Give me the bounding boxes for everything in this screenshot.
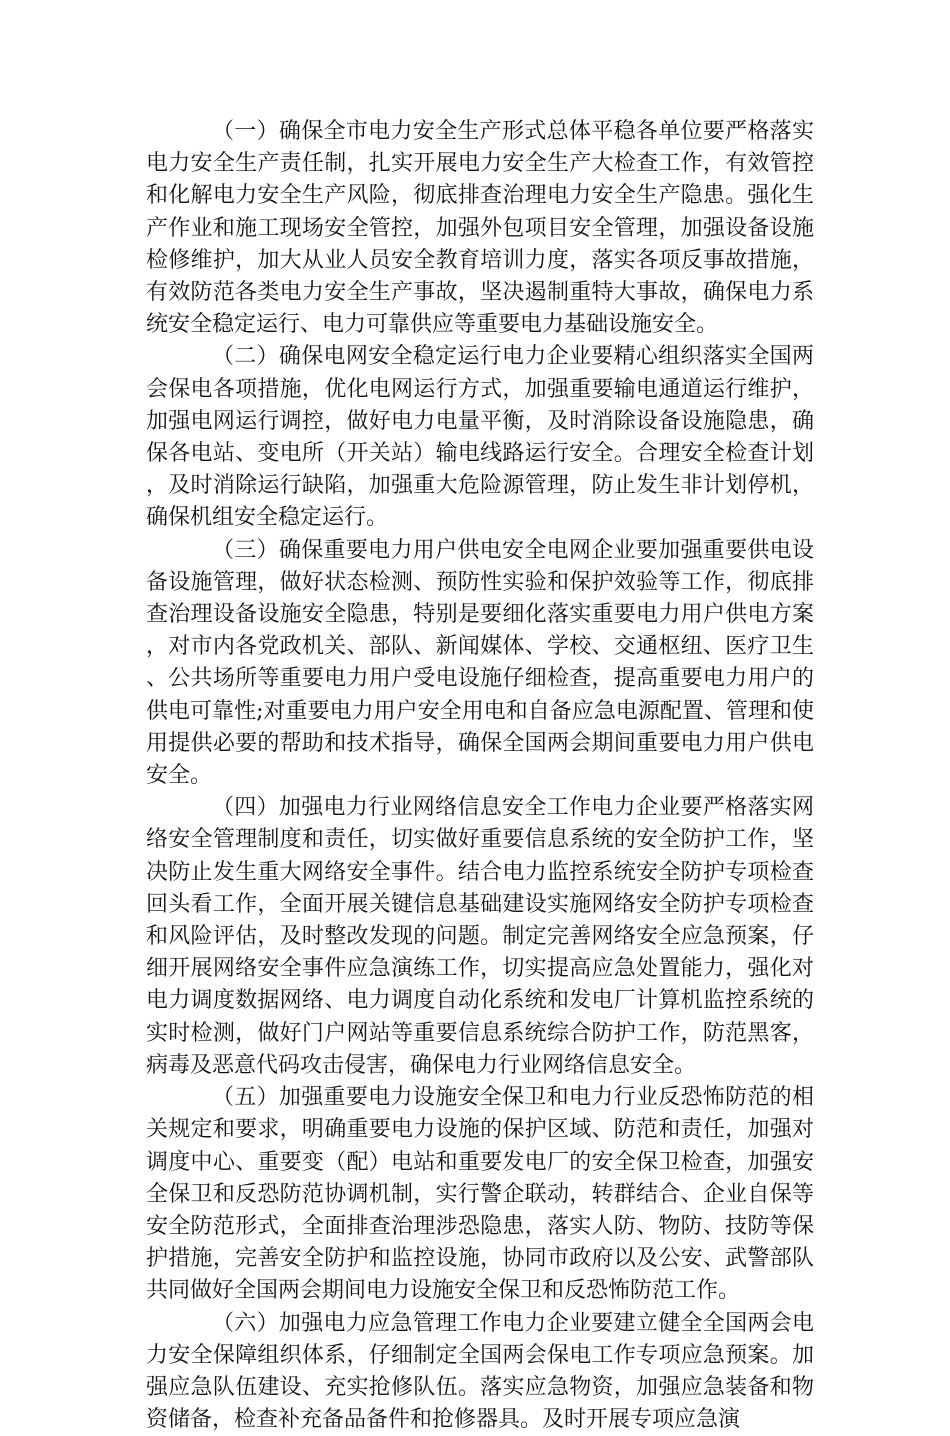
- paragraph-5: （五）加强重要电力设施安全保卫和电力行业反恐怖防范的相关规定和要求，明确重要电力设施的保护区域、防范和责任，加强对调度中心、重要变（配）电站和重要发电厂的安全保卫检查，加强安全保卫和反恐防范协调机制，实行警企联动，转群结合、企业自保等安全防范形式，全面排查治理涉恐隐患，落实人防、物防、技防等保护措施，完善安全防护和监控设施，协同市政府以及公安、武警部队共同做好全国两会期间电力设施安全保卫和反恐怖防范工作。: [146, 1085, 814, 1304]
- paragraph-1: （一）确保全市电力安全生产形式总体平稳各单位要严格落实电力安全生产责任制，扎实开展电力安全生产大检查工作，有效管控和化解电力安全生产风险，彻底排查治理电力安全生产隐患。强化生产作业和施工现场安全管控，加强外包项目安全管理，加强设备设施检修维护，加大从业人员安全教育培训力度，落实各项反事故措施，有效防范各类电力安全生产事故，坚决遏制重特大事故，确保电力系统安全稳定运行、电力可靠供应等重要电力基础设施安全。: [146, 119, 814, 338]
- paragraph-4: （四）加强电力行业网络信息安全工作电力企业要严格落实网络安全管理制度和责任，切实做好重要信息系统的安全防护工作，坚决防止发生重大网络安全事件。结合电力监控系统安全防护专项检查回头看工作，全面开展关键信息基础建设实施网络安全防护专项检查和风险评估，及时整改发现的问题。制定完善网络安全应急预案，仔细开展网络安全事件应急演练工作，切实提高应急处置能力，强化对电力调度数据网络、电力调度自动化系统和发电厂计算机监控系统的实时检测，做好门户网站等重要信息系统综合防护工作，防范黑客，病毒及恶意代码攻击侵害，确保电力行业网络信息安全。: [146, 795, 814, 1078]
- paragraph-3: （三）确保重要电力用户供电安全电网企业要加强重要供电设备设施管理，做好状态检测、预防性实验和保护效验等工作，彻底排查治理设备设施安全隐患，特别是要细化落实重要电力用户供电方案，对市内各党政机关、部队、新闻媒体、学校、交通枢纽、医疗卫生、公共场所等重要电力用户受电设施仔细检查，提高重要电力用户的供电可靠性;对重要电力用户安全用电和自备应急电源配置、管理和使用提供必要的帮助和技术指导，确保全国两会期间重要电力用户供电安全。: [146, 537, 814, 789]
- paragraph-6: （六）加强电力应急管理工作电力企业要建立健全全国两会电力安全保障组织体系，仔细制定全国两会保电工作专项应急预案。加强应急队伍建设、充实抢修队伍。落实应急物资，加强应急装备和物资储备，检查补充备品备件和抢修器具。及时开展专项应急演: [146, 1310, 814, 1433]
- paragraph-2: （二）确保电网安全稳定运行电力企业要精心组织落实全国两会保电各项措施，优化电网运行方式，加强重要输电通道运行维护，加强电网运行调控，做好电力电量平衡，及时消除设备设施隐患，确保各电站、变电所（开关站）输电线路运行安全。合理安全检查计划，及时消除运行缺陷，加强重大危险源管理，防止发生非计划停机，确保机组安全稳定运行。: [146, 344, 814, 531]
- document-body: [146, 116, 814, 1436]
